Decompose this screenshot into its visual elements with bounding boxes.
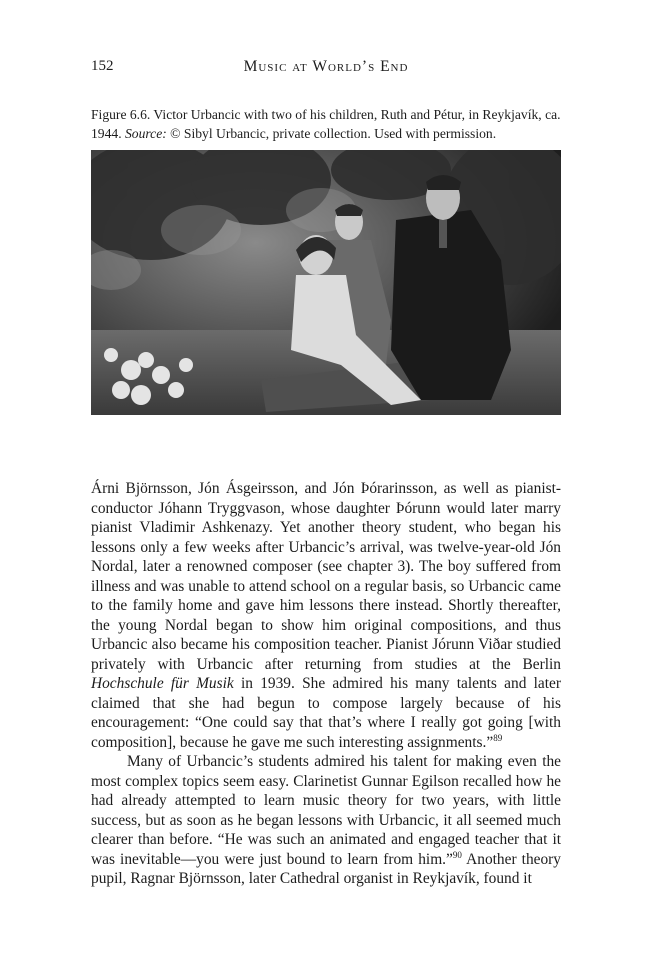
page-header [91,58,561,80]
paragraph-text: in 1939. She admired his many talents and later claimed that she had begun to compose largely because of his encouragement: “One could say that that’s where I really got going [with composition], because he gave me such interesting assignments.” [91,675,561,751]
footnote-ref[interactable]: 90 [452,849,462,860]
paragraph [91,752,561,889]
body-text [91,479,561,889]
page-number: 152 [91,58,114,74]
paragraph-text: Another theory pupil, Ragnar Björnsson, later Cathedral organist in Reykjavík, found it [91,850,561,887]
caption-text: Figure 6.6. Victor Urbancic with two of his children, Ruth and Pétur, in Reykjavík, ca. 1944. [91,107,561,141]
paragraph-text: Árni Björnsson, Jón Ásgeirsson, and Jón Þórarinsson, as well as pianist-conductor Jóhann Tryggvason, whose daughter Þórunn would later marry pianist Vladimir Ashkenazy. Yet another theory student, who began his lessons only a few weeks after Urbancic’s arrival, was twelve-year-old Jón Nordal, later a renowned composer (see chapter 3). The boy suffered from illness and was unable to attend school on a regular basis, so Urbancic came to the family home and gave him lessons there instead. Shortly thereafter, the young Nordal began to show him original compositions, and thus Urbancic also became his composition teacher. Pianist Jórunn Viðar studied privately with Urbancic after returning from studies at the Berlin [91,480,561,673]
photo-illustration [91,150,561,415]
running-title: Music at World’s End [243,58,409,75]
caption-source-text: © Sibyl Urbancic, private collection. Used with permission. [166,126,497,141]
italic-title: Hochschule für Musik [91,675,234,692]
figure-caption [91,105,561,143]
paragraph-text: Many of Urbancic’s students admired his talent for making even the most complex topics seem easy. Clarinetist Gunnar Egilson recalled how he had already attempted to learn music theory for two years, with little success, but as soon as he began lessons with Urbancic, it all seemed much clearer than before. “He was such an animated and engaged teacher that it was inevitable—you were just bound to learn from him.” [91,753,561,868]
footnote-ref[interactable]: 89 [493,732,503,743]
paragraph [91,479,561,752]
figure-photograph [91,150,561,415]
caption-source-label: Source: [124,126,167,141]
